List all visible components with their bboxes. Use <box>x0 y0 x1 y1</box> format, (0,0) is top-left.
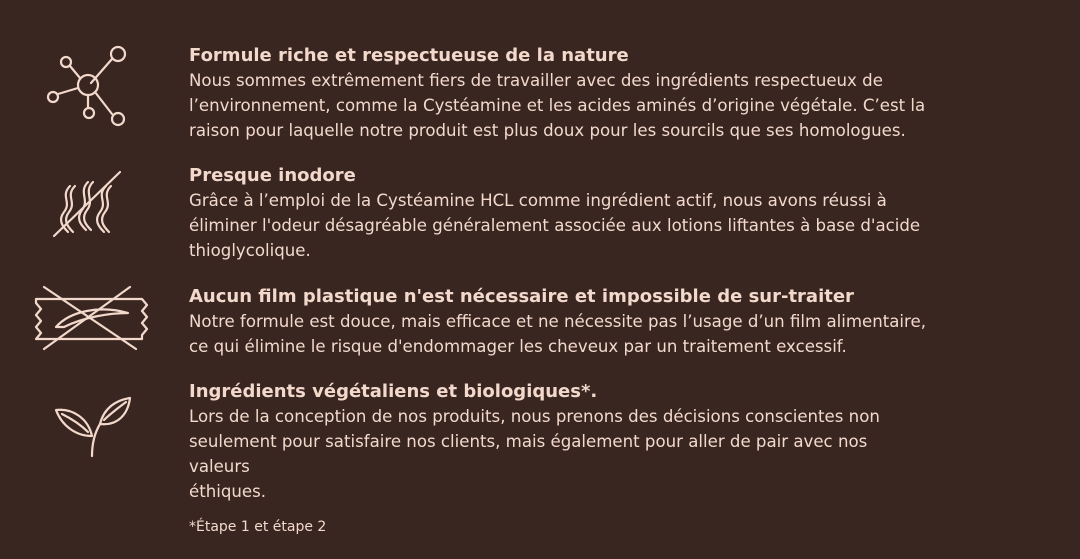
feature-description <box>189 404 1069 504</box>
description-line: thioglycolique. <box>189 241 311 260</box>
molecule-icon <box>0 42 180 142</box>
description-line: raison pour laquelle notre produit est plus doux pour les sourcils que ses homologues. <box>189 121 906 140</box>
feature-title: Aucun film plastique n'est nécessaire et impossible de sur-traiter <box>189 286 854 307</box>
feature-title: Ingrédients végétaliens et biologiques*. <box>189 381 598 402</box>
description-line: Lors de la conception de nos produits, nous prenons des décisions conscientes non <box>189 407 880 426</box>
feature-title: Presque inodore <box>189 165 356 186</box>
no-odor-icon <box>0 162 180 262</box>
description-line: Nous sommes extrêmement fiers de travailler avec des ingrédients respectueux de <box>189 71 883 90</box>
feature-description <box>189 68 1069 143</box>
feature-description <box>189 309 1069 359</box>
feature-text <box>189 164 1069 263</box>
description-line: valeurs <box>189 457 250 476</box>
description-line: éliminer l'odeur désagréable généralement associée aux lotions liftantes à base d'acide <box>189 216 921 235</box>
feature-description <box>189 188 1069 263</box>
feature-text <box>189 380 1069 504</box>
feature-title: Formule riche et respectueuse de la nature <box>189 45 629 66</box>
description-line: ce qui élimine le risque d'endommager les cheveux par un traitement excessif. <box>189 337 847 356</box>
feature-text <box>189 44 1069 143</box>
description-line: éthiques. <box>189 482 267 501</box>
no-plastic-film-icon <box>0 283 180 383</box>
feature-text <box>189 285 1069 359</box>
footnote: *Étape 1 et étape 2 <box>189 519 327 535</box>
leaf-sprout-icon <box>0 378 180 478</box>
description-line: Grâce à l’emploi de la Cystéamine HCL comme ingrédient actif, nous avons réussi à <box>189 191 887 210</box>
description-line: seulement pour satisfaire nos clients, mais également pour aller de pair avec nos <box>189 432 868 451</box>
description-line: l’environnement, comme la Cystéamine et les acides aminés d’origine végétale. C’est la <box>189 96 926 115</box>
description-line: Notre formule est douce, mais efficace et ne nécessite pas l’usage d’un film alimentaire, <box>189 312 926 331</box>
